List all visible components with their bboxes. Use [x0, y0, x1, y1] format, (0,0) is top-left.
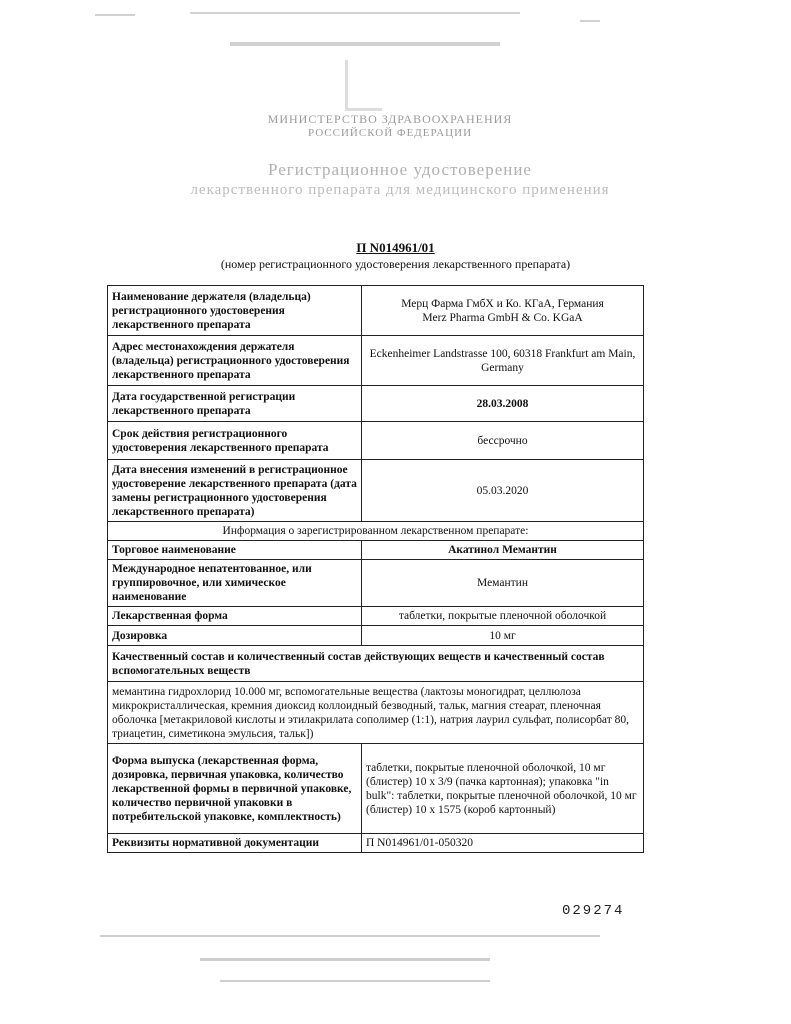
composition-value: мемантина гидрохлорид 10.000 мг, вспомогательные вещества (лактозы моногидрат, целлюлоза микрокристаллическая, кремния диоксид коллоидный безводный, тальк, магния стеарат, пленочная оболочка [метакриловой кислоты и этилакрилата сополимер (1:1), натрия лаурил сульфат, полисорбат 80, триацетин, симетикона эмульсия, тальк]) [108, 682, 644, 744]
inn-label: Международное непатентованное, или группировочное, или химическое наименование [108, 560, 362, 607]
ministry-header [200, 112, 580, 140]
docs-value: П N014961/01-050320 [362, 834, 644, 853]
reg-date-label: Дата государственной регистрации лекарственного препарата [108, 386, 362, 422]
table-row [108, 541, 644, 560]
certificate-subtitle: лекарственного препарата для медицинского применения [190, 182, 610, 198]
docs-label: Реквизиты нормативной документации [108, 834, 362, 853]
release-label: Форма выпуска (лекарственная форма, дозировка, первичная упаковка, количество лекарственной формы в первичной упаковке, количество первичной упаковки в потребительской упаковке, комплектность) [108, 744, 362, 834]
table-row [108, 460, 644, 522]
release-value: таблетки, покрытые пленочной оболочкой, 10 мг (блистер) 10 x 3/9 (пачка картонная); упаковка "in bulk": таблетки, покрытые пленочной оболочкой, 10 мг (блистер) 10 x 1575 (короб картонный) [362, 744, 644, 834]
form-value: таблетки, покрытые пленочной оболочкой [362, 607, 644, 626]
table-row [108, 560, 644, 607]
ministry-name: МИНИСТЕРСТВО ЗДРАВООХРАНЕНИЯ [267, 112, 513, 126]
reg-date-value: 28.03.2008 [362, 386, 644, 422]
table-row [108, 646, 644, 682]
changes-value: 05.03.2020 [362, 460, 644, 522]
registration-number-caption: (номер регистрационного удостоверения лекарственного препарата) [220, 257, 571, 271]
registration-table [107, 285, 644, 853]
scan-artifact [95, 14, 135, 16]
table-row [108, 682, 644, 744]
holder-label: Наименование держателя (владельца) регистрационного удостоверения лекарственного препарата [108, 286, 362, 336]
holder-value-ru: Мерц Фарма ГмбХ и Ко. КГаА, Германия [401, 297, 604, 310]
table-row [108, 422, 644, 460]
table-row [108, 834, 644, 853]
ministry-country: РОССИЙСКОЙ ФЕДЕРАЦИИ [307, 127, 473, 139]
dosage-label: Дозировка [108, 626, 362, 646]
table-row [108, 626, 644, 646]
trade-name-value: Акатинол Мемантин [362, 541, 644, 560]
changes-label: Дата внесения изменений в регистрационное удостоверение лекарственного препарата (дата замены регистрационного удостоверения лекарственного препарата) [108, 460, 362, 522]
scan-artifact [190, 12, 520, 14]
validity-label: Срок действия регистрационного удостоверения лекарственного препарата [108, 422, 362, 460]
table-row [108, 386, 644, 422]
composition-label: Качественный состав и количественный состав действующих веществ и качественный состав вспомогательных веществ [108, 646, 644, 682]
validity-value: бессрочно [362, 422, 644, 460]
document-serial-number: 029274 [562, 903, 625, 919]
scan-artifact [230, 42, 500, 46]
scan-artifact [220, 980, 490, 982]
address-label: Адрес местонахождения держателя (владельца) регистрационного удостоверения лекарственного препарата [108, 336, 362, 386]
table-row [108, 336, 644, 386]
form-label: Лекарственная форма [108, 607, 362, 626]
registration-number: П N014961/01 [356, 240, 435, 255]
info-header: Информация о зарегистрированном лекарственном препарате: [108, 522, 644, 541]
certificate-title: Регистрационное удостоверение [268, 160, 532, 179]
scan-artifact [100, 935, 600, 937]
table-row [108, 607, 644, 626]
emblem-mark [345, 60, 382, 111]
trade-name-label: Торговое наименование [108, 541, 362, 560]
scan-artifact [580, 20, 600, 22]
holder-value [362, 286, 644, 336]
table-row [108, 522, 644, 541]
scan-artifact [200, 958, 490, 961]
holder-value-en: Merz Pharma GmbH & Co. KGaA [422, 311, 583, 324]
inn-value: Мемантин [362, 560, 644, 607]
dosage-value: 10 мг [362, 626, 644, 646]
table-row [108, 744, 644, 834]
table-row [108, 286, 644, 336]
address-value: Eckenheimer Landstrasse 100, 60318 Frankfurt am Main, Germany [362, 336, 644, 386]
